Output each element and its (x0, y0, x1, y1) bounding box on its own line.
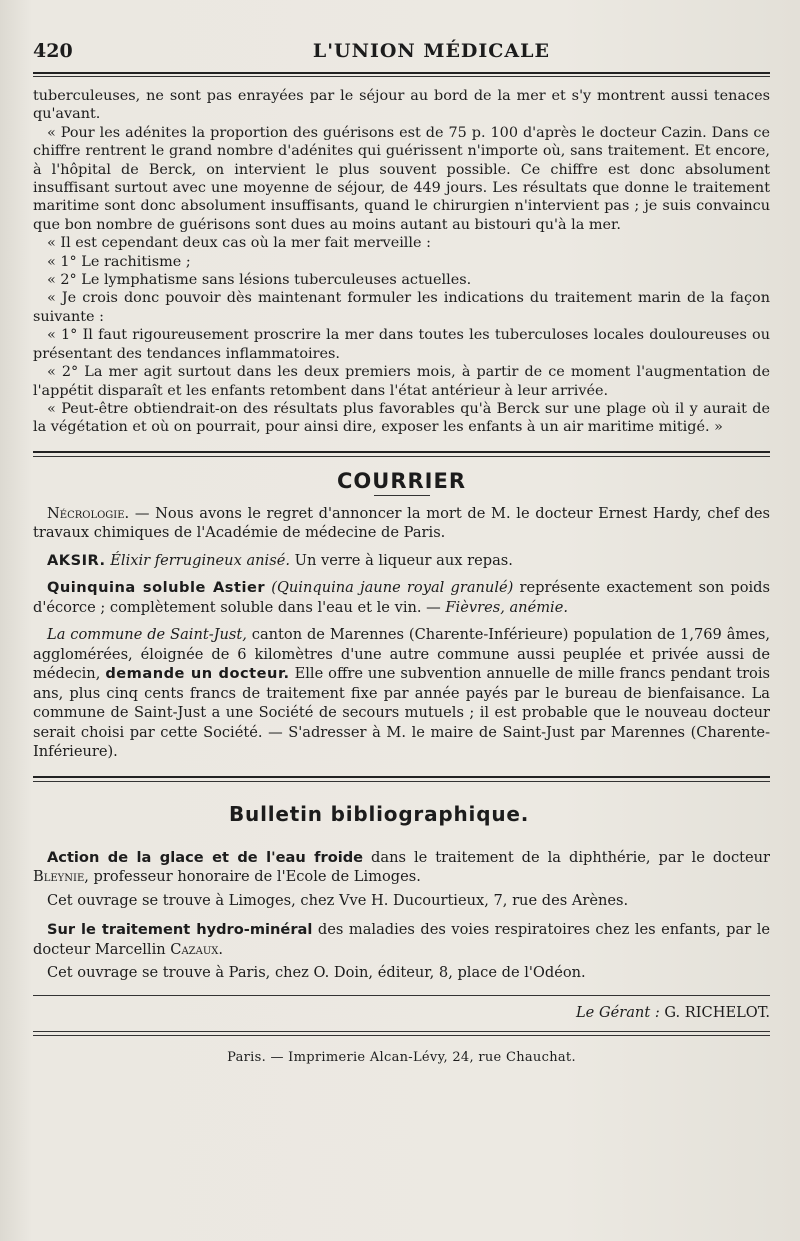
article-paragraph: « 2° La mer agit surtout dans les deux premiers mois, à partir de ce moment l'augmentation de l'appétit disparaît et les enfants retombent dans l'état antérieur à leur arrivée. (33, 364, 770, 399)
necrologie-text: — Nous avons le regret d'annoncer la mort de M. le docteur Ernest Hardy, chef des travaux chimiques de l'Académie de médecine de Paris. (33, 504, 770, 542)
quinquina-brand: Quinquina soluble Astier (47, 579, 266, 597)
page-header (33, 40, 770, 68)
bib-entry-text: des maladies des voies respiratoires chez les enfants, par le docteur Marcellin (33, 921, 770, 958)
bib-entry-text-after: professeur honoraire de l'Ecole de Limoges. (88, 868, 421, 886)
journal-title: L'UNION MÉDICALE (312, 40, 550, 62)
aksir-brand: AKSIR. (47, 551, 106, 569)
bib-availability: Cet ouvrage se trouve à Limoges, chez Vve H. Ducourtieux, 7, rue des Arènes. (47, 891, 629, 909)
bib-entry (33, 848, 770, 887)
aksir-ad (33, 551, 770, 571)
article-continuation (33, 87, 770, 437)
article-paragraph: « Pour les adénites la proportion des guérisons est de 75 p. 100 d'après le docteur Cazin. Dans ce chiffre rentrent le grand nombre d'adénites qui guérissent n'importe où, sans traitement. Et encore, à l'hôpital de Berck, on intervient le plus souvent possible. Ce chiffre est donc absolument insuffisant surtout avec une moyenne de séjour, de 449 jours. Les résultats que donne le traitement maritime sont donc absolument insuffisants, quand le chirurgien n'intervient pas ; je suis convaincu que bon nombre de guérisons sont dues au moins autant au bistouri qu'à la mer. (33, 124, 770, 233)
header-rule (33, 72, 770, 74)
saint-just-notice (33, 625, 770, 762)
bib-entry-title: Action de la glace et de l'eau froide (47, 848, 364, 866)
signature-name: G. RICHELOT. (659, 1003, 770, 1021)
bib-entry-author: Bleynie, (33, 868, 89, 886)
article-paragraph: « Peut-être obtiendrait-on des résultats plus favorables qu'à Berck sur une plage où il y aurait de la végétation et où on pourrait, pour ainsi dire, exposer les enfants à un air maritime mitigé. » (33, 400, 770, 436)
bulletin-title: Bulletin bibliographique. (229, 801, 530, 826)
quinquina-ad (33, 578, 770, 617)
article-paragraph: « Il est cependant deux cas où la mer fait merveille : (47, 235, 431, 252)
article-paragraph: « 2° Le lymphatisme sans lésions tuberculeuses actuelles. (47, 272, 472, 289)
saint-just-demande: demande un docteur. (105, 665, 290, 683)
aksir-product: Élixir ferrugineux anisé. (110, 551, 290, 569)
bulletin-section (33, 848, 770, 983)
necrologie-label: Nécrologie. (47, 504, 130, 522)
article-paragraph: « Je crois donc pouvoir dès maintenant formuler les indications du traitement marin de la façon suivante : (33, 290, 770, 325)
printer-imprint: Paris. — Imprimerie Alcan-Lévy, 24, rue Chauchat. (227, 1049, 576, 1065)
bib-entry-text: dans le traitement de la diphthérie, par le docteur (363, 848, 770, 866)
aksir-text: Un verre à liqueur aux repas. (290, 551, 513, 569)
courrier-section (33, 504, 770, 762)
section-divider (33, 451, 770, 457)
saint-just-commune: La commune de Saint-Just, (47, 626, 247, 644)
quinquina-text: représente exactement son poids d'écorce ; complètement soluble dans l'eau et le vin. — (33, 579, 770, 616)
bib-availability: Cet ouvrage se trouve à Paris, chez O. Doin, éditeur, 8, place de l'Odéon. (47, 964, 586, 982)
bib-entry-title: Sur le traitement hydro-minéral (47, 921, 313, 939)
header-rule-thin (33, 76, 770, 77)
bib-entry (33, 920, 770, 959)
end-rule (33, 995, 770, 996)
article-paragraph: « 1° Il faut rigoureusement proscrire la mer dans toutes les tuberculoses locales douloureuses ou présentant des tendances inflammatoires. (33, 327, 770, 362)
quinquina-desc: (Quinquina jaune royal granulé) (271, 579, 514, 597)
article-paragraph: « 1° Le rachitisme ; (47, 253, 191, 270)
saint-just-text-before: canton de Marennes (Charente-Inférieure) population de 1,769 âmes, agglomérées, éloignée de 6 kilomètres d'une autre commune aussi peuplée et privée aussi de médecin, (33, 626, 770, 683)
saint-just-text-after: Elle offre une subvention annuelle de mille francs pendant trois ans, plus cinq cents francs de traitement fixe par année payés par le bureau de bienfaisance. La commune de Saint-Just a une Société de secours mutuels ; il est probable que le nouveau docteur serait choisi par cette Société. — S'adresser à M. le maire de Saint-Just par Marennes (Charente-Inférieure). (33, 665, 770, 761)
section-divider (33, 776, 770, 782)
bib-entry-author: Cazaux. (170, 940, 224, 958)
courrier-title: COURRIER (337, 468, 466, 493)
quinquina-indications: Fièvres, anémie. (445, 598, 568, 616)
signature (33, 1004, 770, 1021)
article-paragraph: tuberculeuses, ne sont pas enrayées par le séjour au bord de la mer et s'y montrent aussi tenaces qu'avant. (33, 88, 770, 123)
title-underline (374, 495, 430, 496)
page-number: 420 (33, 40, 73, 62)
signature-label: Le Gérant : (575, 1003, 660, 1021)
necrologie-notice (33, 504, 770, 543)
footer-rules (33, 1031, 770, 1036)
